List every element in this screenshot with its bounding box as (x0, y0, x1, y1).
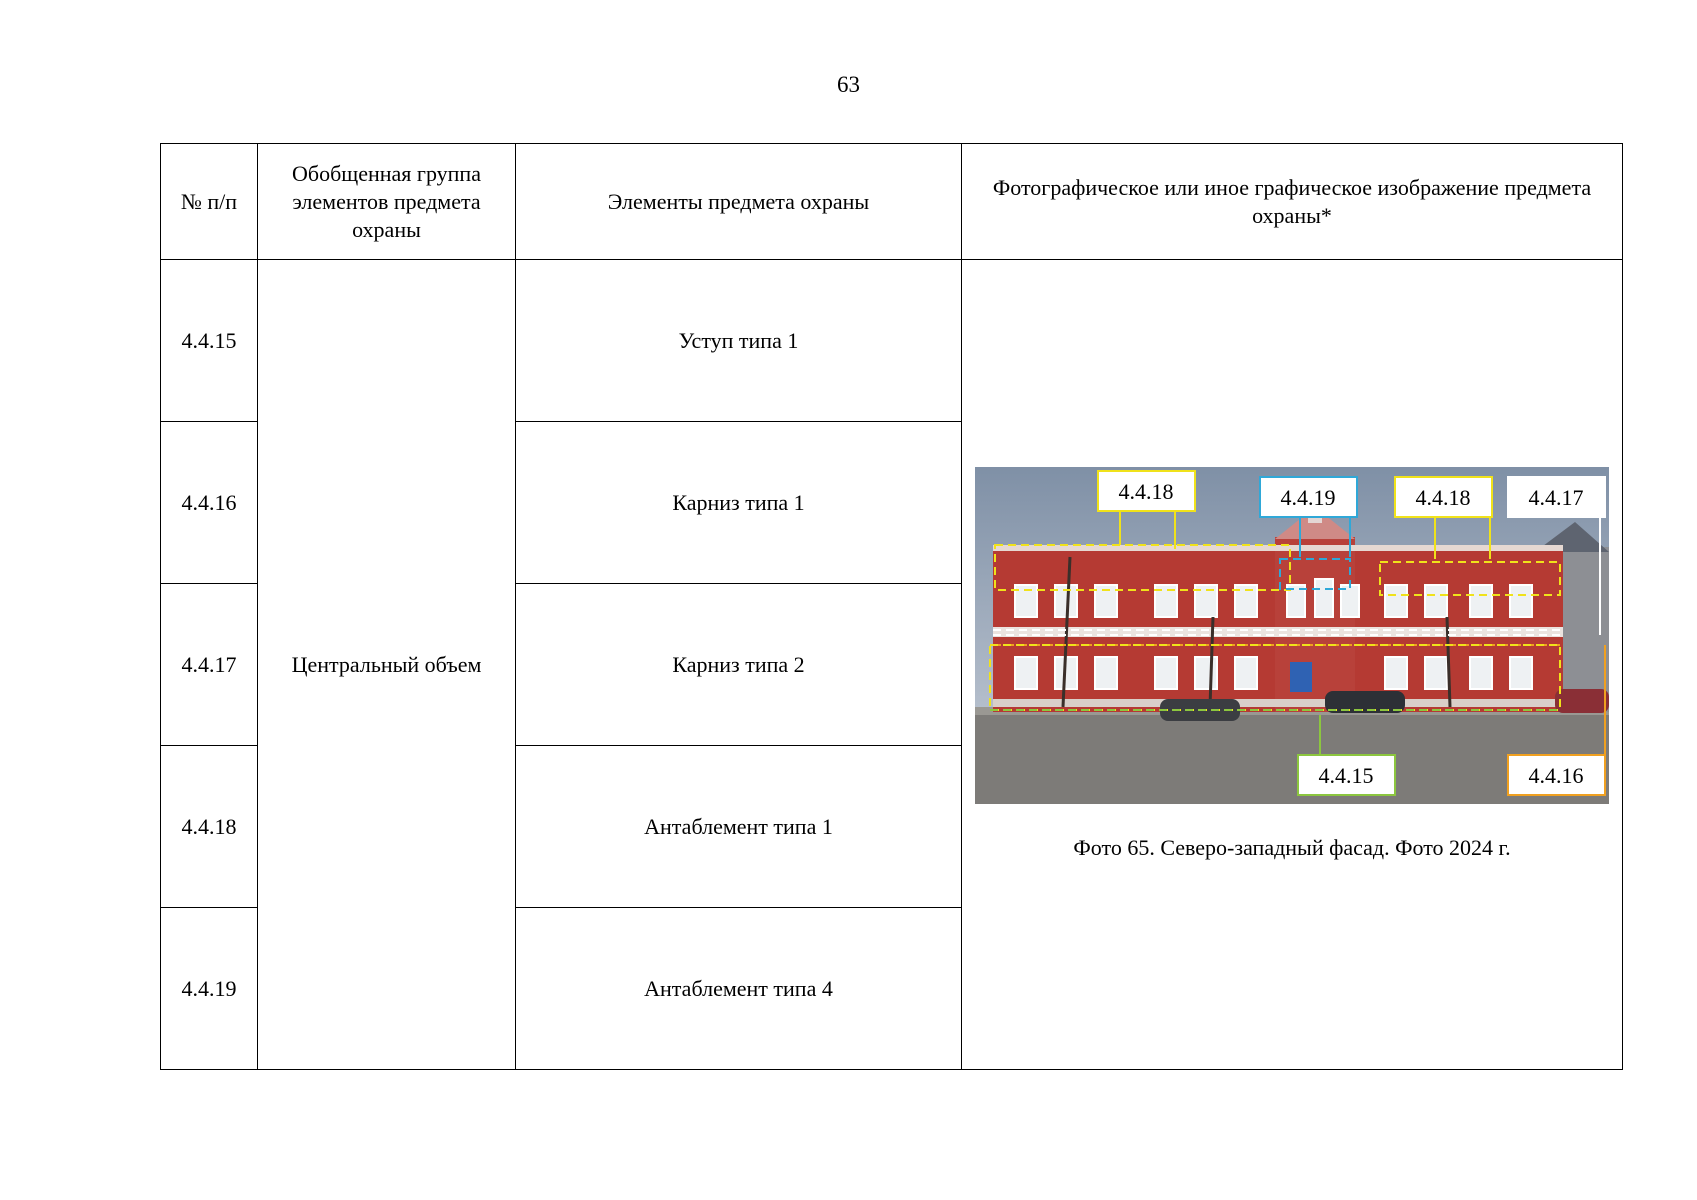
facade-photo (975, 467, 1609, 804)
row-num: 4.4.19 (161, 908, 258, 1070)
group-cell: Центральный объем (258, 260, 516, 1070)
label-4415: 4.4.15 (1318, 763, 1374, 788)
row-element: Карниз типа 2 (516, 584, 962, 746)
row-element: Антаблемент типа 4 (516, 908, 962, 1070)
label-4417: 4.4.17 (1528, 485, 1584, 510)
label-4419: 4.4.19 (1280, 485, 1336, 510)
row-element: Антаблемент типа 1 (516, 746, 962, 908)
header-image: Фотографическое или иное графическое изображение предмета охраны* (962, 144, 1623, 260)
table-header-row (161, 144, 1623, 260)
protection-table (160, 143, 1623, 1070)
label-4418b: 4.4.18 (1415, 485, 1471, 510)
label-4416: 4.4.16 (1528, 763, 1584, 788)
header-elements: Элементы предмета охраны (516, 144, 962, 260)
header-group: Обобщенная группа элементов предмета охраны (258, 144, 516, 260)
table-row (161, 260, 1623, 422)
photo-caption: Фото 65. Северо-западный фасад. Фото 2024 г. (1073, 835, 1511, 860)
row-element: Уступ типа 1 (516, 260, 962, 422)
row-num: 4.4.17 (161, 584, 258, 746)
label-4418a: 4.4.18 (1118, 479, 1174, 504)
row-num: 4.4.16 (161, 422, 258, 584)
header-num: № п/п (161, 144, 258, 260)
row-num: 4.4.15 (161, 260, 258, 422)
page-number: 63 (837, 72, 860, 97)
photo-cell (962, 260, 1623, 1070)
row-element: Карниз типа 1 (516, 422, 962, 584)
row-num: 4.4.18 (161, 746, 258, 908)
